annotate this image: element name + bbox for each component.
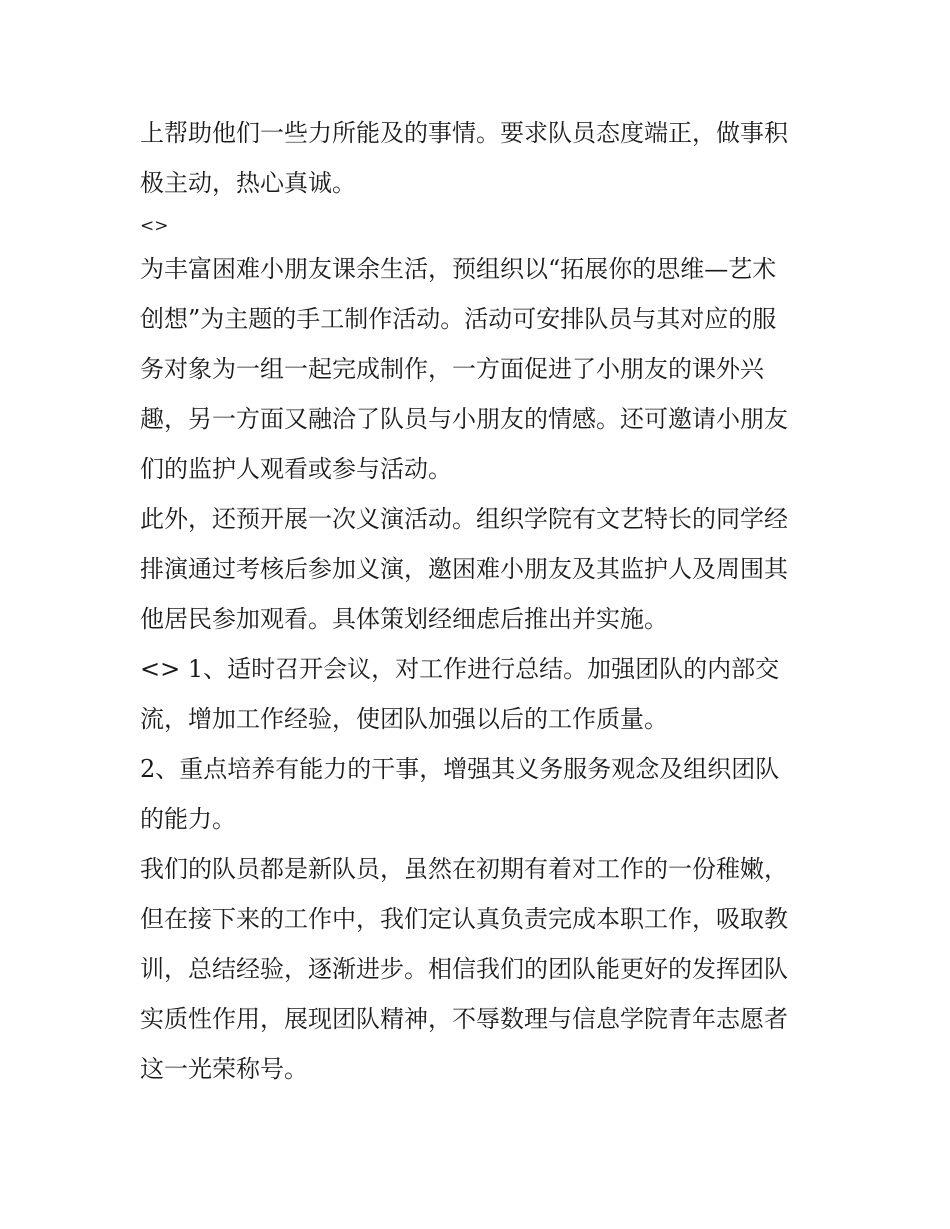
text-line: 但在接下来的工作中，我们定认真负责完成本职工作，吸取教 <box>140 905 788 933</box>
text-line: 训，总结经验，逐渐进步。相信我们的团队能更好的发挥团队 <box>140 955 788 983</box>
text-line: 实质性作用，展现团队精神，不辱数理与信息学院青年志愿者 <box>140 1005 788 1033</box>
text-line: 们的监护人观看或参与活动。 <box>140 455 452 483</box>
text-line: 2、重点培养有能力的干事，增强其义务服务观念及组织团队 <box>140 755 780 783</box>
text-line: 此外，还预开展一次义演活动。组织学院有文艺特长的同学经 <box>140 505 788 533</box>
text-line: 为丰富困难小朋友课余生活，预组织以“拓展你的思维—艺术 <box>140 255 777 283</box>
placeholder-marker: <> <box>140 216 169 236</box>
text-line: 排演通过考核后参加义演，邀困难小朋友及其监护人及周围其 <box>140 555 788 583</box>
text-line: 他居民参加观看。具体策划经细虑后推出并实施。 <box>140 605 668 633</box>
text-line: 的能力。 <box>140 805 236 833</box>
text-line: <> 1、适时召开会议，对工作进行总结。加强团队的内部交 <box>140 655 780 683</box>
text-line: 极主动，热心真诚。 <box>140 169 356 197</box>
text-line: 趣，另一方面又融洽了队员与小朋友的情感。还可邀请小朋友 <box>140 405 788 433</box>
document-body <box>140 108 820 1094</box>
text-line: 这一光荣称号。 <box>140 1055 308 1083</box>
text-line: 流，增加工作经验，使团队加强以后的工作质量。 <box>140 705 668 733</box>
text-line: 创想”为主题的手工制作活动。活动可安排队员与其对应的服 <box>140 305 777 333</box>
text-line: 务对象为一组一起完成制作，一方面促进了小朋友的课外兴 <box>140 355 764 383</box>
text-line: 我们的队员都是新队员，虽然在初期有着对工作的一份稚嫩， <box>140 855 788 883</box>
text-line: 上帮助他们一些力所能及的事情。要求队员态度端正，做事积 <box>140 119 788 147</box>
